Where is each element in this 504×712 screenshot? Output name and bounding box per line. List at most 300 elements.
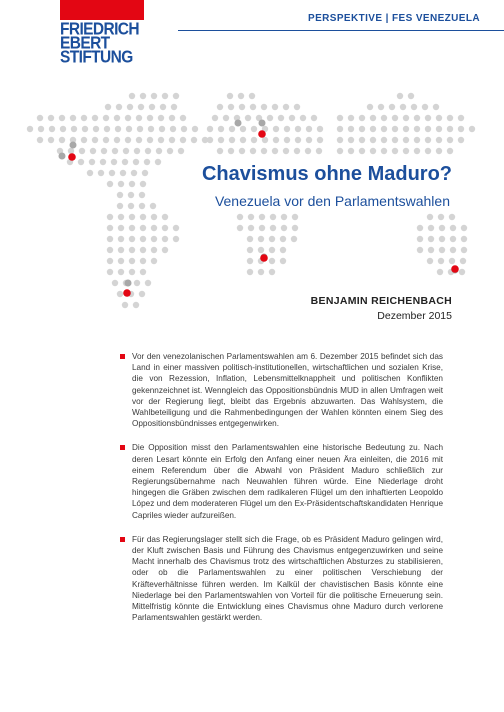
map-dot — [118, 181, 124, 187]
map-dot — [117, 192, 123, 198]
map-dot — [269, 247, 275, 253]
map-dot — [280, 236, 286, 242]
map-dot — [378, 104, 384, 110]
logo-word-1: FRIEDRICH — [60, 19, 139, 40]
map-dot — [60, 126, 66, 132]
map-dot — [151, 93, 157, 99]
map-dot — [450, 236, 456, 242]
map-dot — [280, 258, 286, 264]
map-dot — [81, 115, 87, 121]
map-dot — [218, 126, 224, 132]
map-dot — [433, 104, 439, 110]
map-dot — [428, 225, 434, 231]
map-dot — [145, 280, 151, 286]
map-dot — [37, 115, 43, 121]
map-dot — [414, 148, 420, 154]
map-dot — [160, 104, 166, 110]
map-dot — [289, 115, 295, 121]
map-dot — [425, 126, 431, 132]
map-dot — [292, 225, 298, 231]
map-dot — [129, 93, 135, 99]
map-dot — [238, 93, 244, 99]
map-dot — [125, 115, 131, 121]
map-dot — [107, 258, 113, 264]
map-dot — [151, 225, 157, 231]
map-dot — [107, 181, 113, 187]
map-dot — [180, 137, 186, 143]
map-dot — [140, 181, 146, 187]
map-dot — [270, 214, 276, 220]
map-dot — [138, 104, 144, 110]
map-dot — [191, 137, 197, 143]
map-dot — [117, 203, 123, 209]
map-dot — [417, 236, 423, 242]
map-dot — [447, 148, 453, 154]
map-dot — [92, 115, 98, 121]
map-dot — [284, 126, 290, 132]
map-dot — [114, 115, 120, 121]
map-dot — [103, 115, 109, 121]
map-dot — [120, 170, 126, 176]
map-dot — [316, 148, 322, 154]
summary-content — [132, 351, 443, 636]
map-dot — [125, 137, 131, 143]
paragraph-text: Vor den venezolanischen Parlamentswahlen am 6. Dezember 2015 befindet sich das Land in einer massiven politisch-institutionellen, wirtschaftlichen und sozialen Krise, die von Rezession, Inflation, Lebensmittelknappheit und politischen Konflikten gekennzeichnet ist. Wenngleich das Oppositionsbündnis MUD in allen Umfragen weit vor der Regierung liegt, bleibt das Ergebnis abzuwarten. Das Wahlsystem, die Wahlbeteiligung und die Rahmenbedingungen der Wahlen könnten einem Sieg des Oppositionsbündnisses entgegenwirken. — [132, 352, 443, 429]
map-dot — [258, 269, 264, 275]
map-dot — [115, 126, 121, 132]
map-dot — [129, 269, 135, 275]
series-label: PERSPEKTIVE | FES VENEZUELA — [308, 13, 480, 24]
map-dot — [348, 115, 354, 121]
map-dot — [392, 148, 398, 154]
map-dot — [436, 126, 442, 132]
map-dot — [118, 236, 124, 242]
map-dot — [122, 302, 128, 308]
map-dot-highlight — [260, 254, 268, 262]
map-dot — [392, 137, 398, 143]
map-dot — [414, 115, 420, 121]
map-dot — [207, 137, 213, 143]
map-dot — [151, 247, 157, 253]
map-dot — [439, 225, 445, 231]
map-dot — [167, 148, 173, 154]
map-dot — [207, 126, 213, 132]
map-dot — [317, 126, 323, 132]
map-dot — [169, 115, 175, 121]
map-dot — [59, 137, 65, 143]
map-dot-highlight — [258, 130, 266, 138]
map-dot — [270, 225, 276, 231]
map-dot — [269, 269, 275, 275]
map-dot — [218, 137, 224, 143]
map-dot — [139, 291, 145, 297]
map-dot — [337, 126, 343, 132]
map-dot — [370, 115, 376, 121]
map-dot — [118, 225, 124, 231]
map-dot — [400, 104, 406, 110]
map-dot — [128, 203, 134, 209]
map-dot — [118, 214, 124, 220]
map-dot — [447, 115, 453, 121]
map-dot — [90, 148, 96, 154]
map-dot — [337, 148, 343, 154]
map-dot — [403, 126, 409, 132]
author-name: BENJAMIN REICHENBACH — [310, 295, 452, 307]
map-dot — [227, 93, 233, 99]
map-dot — [247, 236, 253, 242]
map-dot — [140, 93, 146, 99]
map-dot — [245, 115, 251, 121]
summary-paragraph — [132, 442, 443, 520]
map-dot — [114, 137, 120, 143]
map-dot — [140, 247, 146, 253]
map-dot — [49, 126, 55, 132]
map-dot-dark — [70, 142, 77, 149]
map-dot — [109, 170, 115, 176]
map-dot — [359, 126, 365, 132]
map-dot — [159, 126, 165, 132]
map-dot — [281, 225, 287, 231]
map-dot — [381, 137, 387, 143]
map-dot — [228, 148, 234, 154]
map-dot — [436, 148, 442, 154]
map-dot — [438, 258, 444, 264]
map-dot — [82, 126, 88, 132]
map-dot — [436, 137, 442, 143]
map-dot — [129, 247, 135, 253]
map-dot — [118, 247, 124, 253]
map-dot — [337, 115, 343, 121]
page-title: Chavismus ohne Maduro? — [201, 163, 452, 185]
map-dot — [104, 126, 110, 132]
map-dot — [408, 93, 414, 99]
map-dot — [403, 148, 409, 154]
map-dot — [48, 137, 54, 143]
map-dot — [137, 126, 143, 132]
map-dot — [317, 137, 323, 143]
map-dot — [151, 214, 157, 220]
map-dot — [427, 258, 433, 264]
map-dot — [269, 258, 275, 264]
map-dot-highlight — [123, 289, 131, 297]
map-dot — [136, 137, 142, 143]
map-dot — [458, 126, 464, 132]
map-dot — [370, 126, 376, 132]
bullet-square-icon — [120, 537, 125, 542]
map-dot — [461, 247, 467, 253]
map-dot — [359, 148, 365, 154]
map-dot — [367, 104, 373, 110]
map-dot — [280, 247, 286, 253]
map-dot — [251, 126, 257, 132]
map-dot — [133, 159, 139, 165]
map-dot — [237, 225, 243, 231]
map-dot — [70, 115, 76, 121]
map-dot — [439, 236, 445, 242]
map-dot — [381, 126, 387, 132]
map-dot — [136, 115, 142, 121]
map-dot — [251, 137, 257, 143]
paragraph-text: Die Opposition misst den Parlamentswahlen eine historische Bedeutung zu. Nach deren Lesart könnte ein Erfolg den Anfang einer neuen Ära einleiten, die 2016 mit einem Referendum über die Abwahl von Präsident Maduro schließlich zur Regierungsübernahme nach Neuwahlen führen würde. Eine Niederlage droht hingegen die Gräben zwischen dem radikaleren Flügel um den inhaftierten Leopoldo López und dem moderateren Flügel um den Ex-Präsidentschaftskandidaten Henrique Capriles wieder aufzureißen. — [132, 443, 443, 520]
map-dot — [93, 126, 99, 132]
summary-paragraph — [132, 351, 443, 429]
map-dot — [425, 137, 431, 143]
map-dot — [262, 137, 268, 143]
logo-word-3: STIFTUNG — [60, 47, 133, 68]
map-dot — [170, 126, 176, 132]
map-dot — [291, 236, 297, 242]
map-dot — [100, 159, 106, 165]
map-dot — [359, 115, 365, 121]
map-dot — [129, 225, 135, 231]
map-dot — [140, 225, 146, 231]
map-dot — [129, 214, 135, 220]
map-dot — [229, 126, 235, 132]
map-dot — [411, 104, 417, 110]
map-dot — [450, 247, 456, 253]
map-dot — [258, 247, 264, 253]
map-dot — [155, 159, 161, 165]
map-dot — [422, 104, 428, 110]
map-dot — [27, 126, 33, 132]
map-dot — [403, 115, 409, 121]
map-dot — [142, 170, 148, 176]
map-dot — [359, 137, 365, 143]
map-dot — [37, 137, 43, 143]
map-dot — [240, 137, 246, 143]
logo-word-2: EBERT — [60, 33, 110, 54]
map-dot — [147, 137, 153, 143]
map-dot — [417, 247, 423, 253]
map-dot — [158, 115, 164, 121]
map-dot — [217, 148, 223, 154]
map-dot — [425, 115, 431, 121]
map-dot — [140, 258, 146, 264]
map-dot — [140, 236, 146, 242]
map-dot — [181, 126, 187, 132]
map-dot — [116, 104, 122, 110]
map-dot — [348, 126, 354, 132]
map-dot — [460, 258, 466, 264]
map-dot — [439, 247, 445, 253]
map-dot — [397, 93, 403, 99]
map-dot-dark — [235, 120, 242, 127]
map-dot — [305, 148, 311, 154]
map-dot — [449, 258, 455, 264]
map-dot — [294, 104, 300, 110]
map-dot — [458, 137, 464, 143]
map-dot — [269, 236, 275, 242]
map-dot — [450, 225, 456, 231]
map-dot-highlight — [68, 153, 76, 161]
page-subtitle: Venezuela vor den Parlamentswahlen — [214, 193, 450, 209]
map-dot — [140, 214, 146, 220]
map-dot — [48, 115, 54, 121]
map-dot — [428, 247, 434, 253]
map-dot — [111, 159, 117, 165]
map-dot — [259, 225, 265, 231]
map-dot — [459, 269, 465, 275]
map-dot — [173, 93, 179, 99]
map-dot — [150, 203, 156, 209]
map-dot — [178, 148, 184, 154]
map-dot — [103, 137, 109, 143]
map-dot — [237, 214, 243, 220]
map-dot — [107, 236, 113, 242]
map-dot — [151, 258, 157, 264]
map-dot — [223, 115, 229, 121]
map-dot — [273, 126, 279, 132]
map-dot — [131, 170, 137, 176]
map-dot — [112, 280, 118, 286]
map-dot — [151, 236, 157, 242]
map-dot — [129, 236, 135, 242]
map-dot — [250, 148, 256, 154]
map-dot — [248, 214, 254, 220]
map-dot-highlight — [451, 265, 459, 273]
map-dot — [98, 170, 104, 176]
map-dot — [162, 236, 168, 242]
map-dot — [267, 115, 273, 121]
map-dot — [171, 104, 177, 110]
map-dot — [389, 104, 395, 110]
map-dot — [461, 225, 467, 231]
map-dot — [295, 126, 301, 132]
map-dot — [272, 148, 278, 154]
map-dot — [247, 269, 253, 275]
map-dot — [118, 258, 124, 264]
map-dot — [348, 137, 354, 143]
map-dot — [403, 137, 409, 143]
map-dot — [381, 148, 387, 154]
map-dot — [283, 104, 289, 110]
map-dot — [247, 247, 253, 253]
map-dot — [158, 137, 164, 143]
map-dot — [259, 214, 265, 220]
map-dot — [283, 148, 289, 154]
map-dot — [134, 148, 140, 154]
map-dot — [79, 148, 85, 154]
map-dot — [107, 225, 113, 231]
map-dot — [156, 148, 162, 154]
paragraph-text: Für das Regierungslager stellt sich die Frage, ob es Präsident Maduro gelingen wird, der Kluft zwischen Basis und Führung des Chavismus entgegenzuwirken und seine Macht innerhalb des Chavismus trotz des wirtschaftlichen Absturzes zu stabilisieren, oder ob die Parlamentswahlen zu einer politischen Verschiebung der Kräfteverhältnisse führen werden. Im Kalkül der chavistischen Basis könnte eine Niederlage bei den Parlamentswahlen von Vorteil für die politische Erneuerung sein. Mittelfristig könnte die Entwicklung eines Chavismus ohne Maduro durch verlorene Parlamentswahlen gestärkt werden. — [132, 534, 443, 623]
map-dot — [126, 126, 132, 132]
map-dot — [38, 126, 44, 132]
map-dot — [68, 148, 74, 154]
map-dot — [71, 126, 77, 132]
map-dot — [240, 126, 246, 132]
map-dot — [294, 148, 300, 154]
map-dot — [173, 225, 179, 231]
summary-paragraph — [132, 534, 443, 624]
map-dot — [217, 104, 223, 110]
map-dot — [128, 192, 134, 198]
map-dot — [139, 192, 145, 198]
map-dot — [229, 137, 235, 143]
map-dot — [92, 137, 98, 143]
map-dot — [162, 93, 168, 99]
map-dot — [392, 115, 398, 121]
map-dot — [149, 104, 155, 110]
map-dot — [300, 115, 306, 121]
map-dot — [239, 148, 245, 154]
map-dot — [127, 104, 133, 110]
map-dot — [228, 104, 234, 110]
map-dot — [148, 126, 154, 132]
map-dot — [173, 236, 179, 242]
map-dot — [337, 137, 343, 143]
map-dot — [239, 104, 245, 110]
map-dot — [101, 148, 107, 154]
map-dot — [436, 115, 442, 121]
map-dot — [284, 137, 290, 143]
map-dot — [261, 148, 267, 154]
map-dot — [118, 269, 124, 275]
map-dot — [392, 126, 398, 132]
map-dot — [129, 181, 135, 187]
map-dot — [261, 104, 267, 110]
map-dot — [438, 214, 444, 220]
map-dot — [370, 148, 376, 154]
map-dot — [247, 258, 253, 264]
map-dot — [162, 225, 168, 231]
map-dot — [414, 126, 420, 132]
bullet-square-icon — [120, 354, 125, 359]
map-dot — [162, 247, 168, 253]
map-dot-dark — [259, 120, 266, 127]
map-dot — [295, 137, 301, 143]
map-dot — [162, 214, 168, 220]
map-dot — [180, 115, 186, 121]
map-dot — [78, 159, 84, 165]
map-dot — [370, 137, 376, 143]
map-dot — [212, 115, 218, 121]
map-dot — [281, 214, 287, 220]
publication-date: Dezember 2015 — [377, 310, 452, 322]
map-dot — [292, 214, 298, 220]
map-dot — [437, 269, 443, 275]
map-dot — [381, 115, 387, 121]
map-dot — [89, 159, 95, 165]
map-dot — [169, 137, 175, 143]
map-dot — [123, 148, 129, 154]
map-dot — [250, 104, 256, 110]
map-dot — [81, 137, 87, 143]
map-dot — [311, 115, 317, 121]
map-dot — [140, 269, 146, 275]
map-dot — [272, 104, 278, 110]
map-dot — [258, 236, 264, 242]
map-dot — [87, 170, 93, 176]
map-dot — [145, 148, 151, 154]
map-dot — [133, 302, 139, 308]
map-dot-dark — [59, 153, 66, 160]
map-dot — [414, 137, 420, 143]
map-dot — [428, 236, 434, 242]
map-dot — [447, 137, 453, 143]
map-dot — [144, 159, 150, 165]
map-dot — [107, 214, 113, 220]
map-dot — [139, 203, 145, 209]
map-dot-dark — [125, 280, 132, 287]
map-dot — [147, 115, 153, 121]
map-dot — [427, 214, 433, 220]
map-dot — [117, 291, 123, 297]
map-dot — [449, 214, 455, 220]
map-dot — [112, 148, 118, 154]
map-dot — [107, 269, 113, 275]
map-dot — [306, 137, 312, 143]
